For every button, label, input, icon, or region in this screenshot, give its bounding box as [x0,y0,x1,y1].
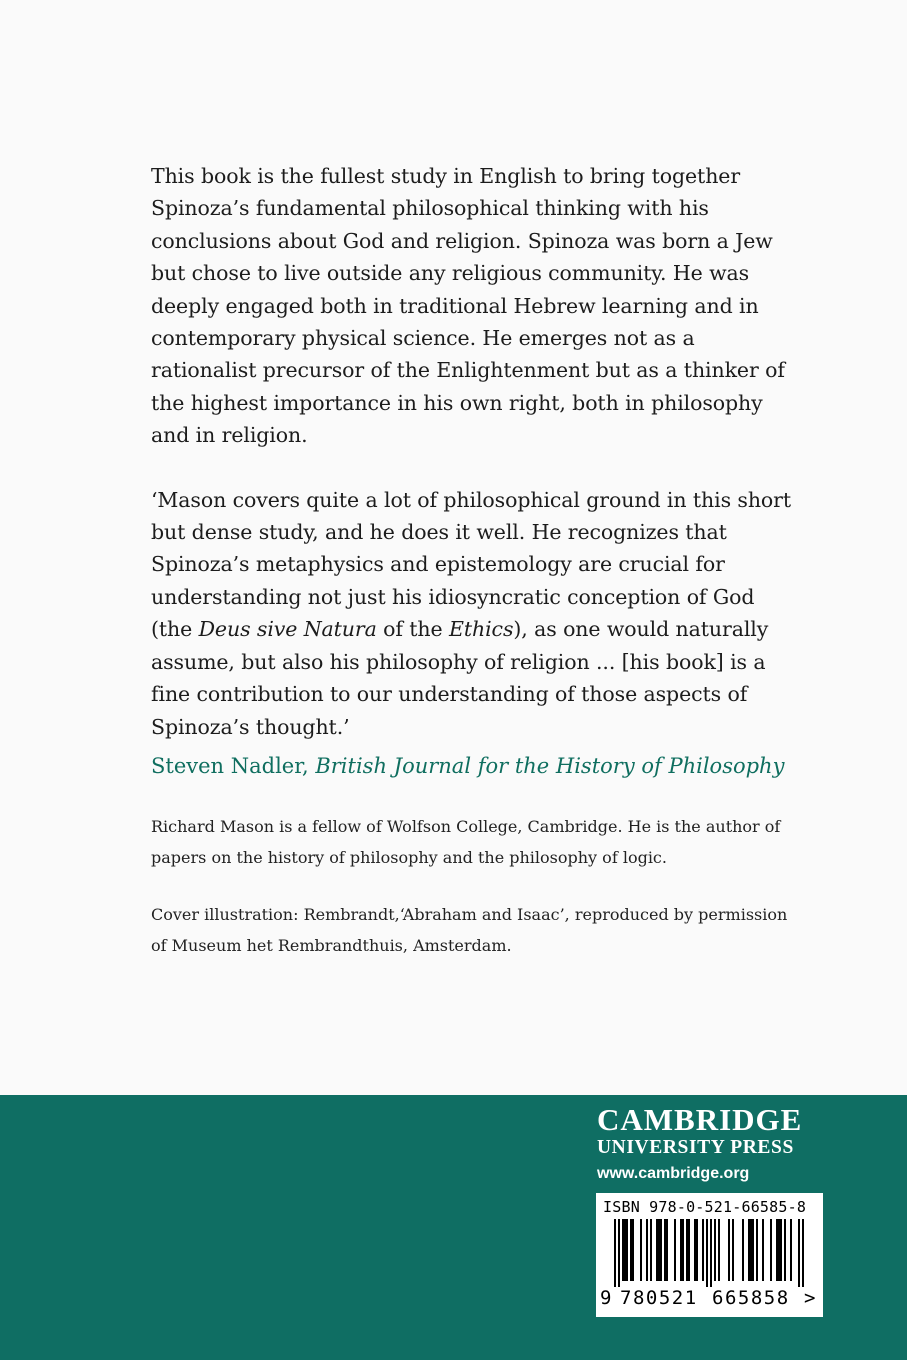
barcode-bar [694,1219,698,1281]
barcode-arrow: > [804,1287,816,1309]
barcode-bar [702,1219,704,1281]
barcode-bar [618,1219,620,1287]
barcode-bar [680,1219,684,1281]
publisher-url: www.cambridge.org [597,1165,750,1182]
review-text-2: of the [376,617,449,642]
barcode-bar [710,1219,712,1287]
barcode-bar [748,1219,754,1281]
barcode-bar [630,1219,634,1281]
barcode-bar [656,1219,662,1281]
barcode-bar [664,1219,668,1281]
barcode-bar [728,1219,730,1281]
barcode-bar [756,1219,758,1281]
barcode-bar [762,1219,764,1281]
isbn-label: ISBN 978-0-521-66585-8 [603,1198,807,1216]
review-text-1: ‘Mason covers quite a lot of philosophical ground in this short but dense study, and he does it well. He recognizes that Spinoza’s metaphysics and epistemology are crucial for understanding not just his idiosyncratic conception of God (the [151,487,792,642]
barcode-digit-first: 9 [600,1287,612,1309]
barcode-bar [790,1219,792,1281]
back-cover-text [151,160,791,961]
barcode-bar [674,1219,676,1281]
barcode-bar [646,1219,648,1281]
barcode-bar [650,1219,652,1281]
barcode-digits-right: 665858 [712,1287,790,1309]
publisher-subname: UNIVERSITY PRESS [597,1137,794,1158]
barcode-bar [614,1219,616,1287]
review-attribution [151,751,791,781]
barcode-bar [776,1219,782,1281]
barcode-bars [614,1219,804,1287]
review-italic-ethics: Ethics [449,617,514,642]
barcode-bar [640,1219,642,1281]
barcode-bar [706,1219,708,1287]
review-publication: British Journal for the History of Philosophy [315,753,785,778]
author-bio: Richard Mason is a fellow of Wolfson College, Cambridge. He is the author of papers on the history of philosophy and the philosophy of logic. [151,816,781,867]
barcode-bar [742,1219,744,1281]
barcode-digits [600,1287,818,1311]
publisher-logo [597,1103,823,1185]
barcode-bar [622,1219,628,1281]
barcode-bar [686,1219,690,1281]
cover-credit: Cover illustration: Rembrandt,‘Abraham and Isaac’, reproduced by permission of Museum het Rembrandthuis, Amsterdam. [151,904,788,955]
barcode-digits-left: 780521 [620,1287,698,1309]
barcode-bar [784,1219,786,1281]
barcode-bar [714,1219,716,1281]
reviewer-name: Steven Nadler, [151,753,309,778]
book-description: This book is the fullest study in English to bring together Spinoza’s fundamental philosophical thinking with his conclusions about God and religion. Spinoza was born a Jew but chose to live outside any religious community. He was deeply engaged both in traditional Hebrew learning and in contemporary physical science. He emerges not as a rationalist precursor of the Enlightenment but as a thinker of the highest importance in his own right, both in philosophy and in religion. [151,164,785,448]
barcode-bar [802,1219,804,1287]
barcode-bar [798,1219,800,1287]
barcode-bar [770,1219,772,1281]
review-quote [151,484,791,743]
barcode-panel [596,1193,823,1317]
barcode-bar [718,1219,720,1281]
publisher-name: CAMBRIDGE [597,1102,803,1137]
review-text-3: ), as one would naturally assume, but also his philosophy of religion ... [his book] is a fine contribution to our understanding of those aspects of Spinoza’s thought.’ [151,617,769,739]
barcode-bar [732,1219,734,1281]
review-italic-deus: Deus sive Natura [198,617,377,642]
